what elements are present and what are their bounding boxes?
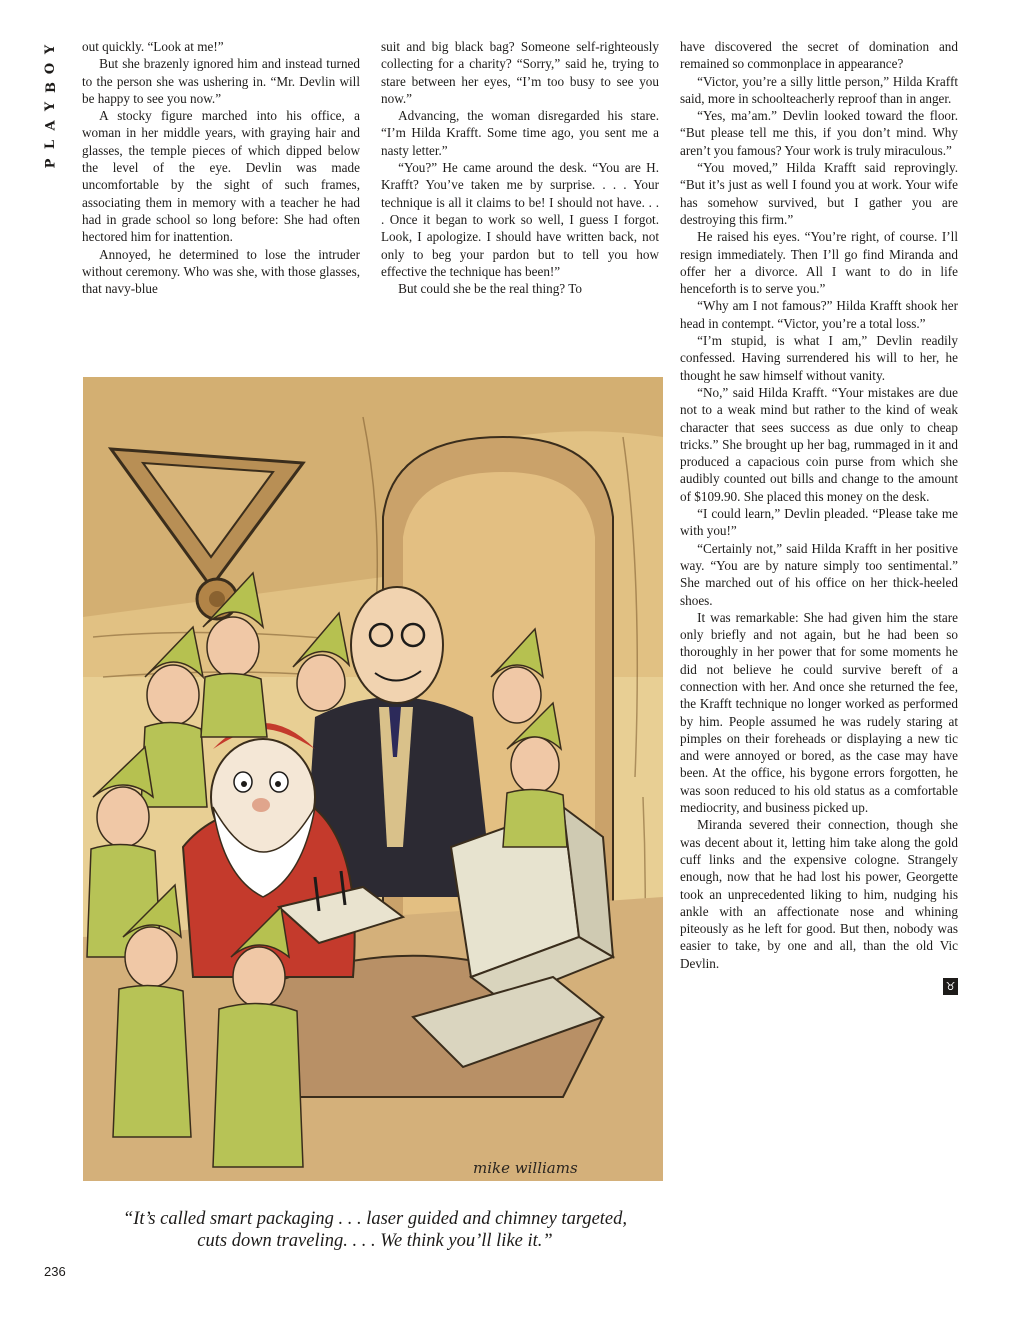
paragraph: “You?” He came around the desk. “You are H. Krafft? You’ve taken me by surprise. . . . Your technique is all it claims to be! I should not have. . . . Once it began to work so well, I guess I forgot. Look, I apologize. I should have written back, not only to beg your pardon but to tell you how effective the technique has been!” xyxy=(381,160,659,279)
masthead-letter: Y xyxy=(43,101,59,112)
text-column-3 xyxy=(680,38,958,995)
masthead-letter: Y xyxy=(43,44,59,55)
paragraph: Advancing, the woman disregarded his stare. “I’m Hilda Krafft. Some time ago, you sent me a nasty letter.” xyxy=(381,108,659,158)
cartoon-caption: “It’s called smart packaging . . . laser guided and chimney targeted, cuts down traveling. . . . We think you’ll like it.” xyxy=(122,1209,628,1251)
masthead-letter: O xyxy=(43,62,59,75)
paragraph: “You moved,” Hilda Krafft said reprovingly. “But it’s just as well I found you at work. Your wife has somehow survived, but I gather you are destroying this firm.” xyxy=(680,160,958,227)
text-column-1 xyxy=(82,38,360,297)
paragraph: “I’m stupid, is what I am,” Devlin readily confessed. Having surrendered his will to her, he thought he saw himself without vanity. xyxy=(680,333,958,383)
paragraph: “No,” said Hilda Krafft. “Your mistakes are due not to a weak mind but rather to the kind of weak character that sees success as due only to cheap tricks.” She brought up her bag, rummaged in it and produced a capacious coin purse from which she audibly counted out bills and change to the amount of $109.90. She placed this money on the desk. xyxy=(680,384,958,504)
masthead xyxy=(40,40,62,173)
paragraph: Annoyed, he determined to lose the intruder without ceremony. Who was she, with those glasses, that navy-blue xyxy=(82,246,360,297)
masthead-letter: L xyxy=(43,139,59,150)
paragraph: “Certainly not,” said Hilda Krafft in her positive way. “You are by nature simply too sentimental.” She marched out of his office on her thick-heeled shoes. xyxy=(680,540,958,608)
paragraph: But could she be the real thing? To xyxy=(398,281,582,297)
paragraph: A stocky figure marched into his office, a woman in her middle years, with graying hair and glasses, the temple pieces of which dipped below the level of the eye. Devlin was made uncomfortable by the sight of such frames, associating them in memory with a teacher he had had in grade school so long before: She had often hectored him for inattention. xyxy=(82,108,360,245)
text-column-2 xyxy=(381,38,659,297)
cartoon-illustration xyxy=(83,377,663,1181)
paragraph: suit and big black bag? Someone self-righteously collecting for a charity? “Sorry,” said he, trying to stare between her eyes, “I’m too busy to see you now.” xyxy=(381,39,659,106)
paragraph: “Why am I not famous?” Hilda Krafft shook her head in contempt. “Victor, you’re a total loss.” xyxy=(680,298,958,331)
paragraph: Miranda severed their connection, though she was decent about it, letting him take along the gold cuff links and the expensive cologne. Strangely enough, now that he had lost his power, Georgette took an unprecedented liking to him, nudging his ankle with an affectionate nose and whining piteously as he left for good. But then, nobody was easier to take, by one and all, than the old Vic Devlin. xyxy=(680,817,958,971)
paragraph: “Victor, you’re a silly little person,” Hilda Krafft said, more in schoolteacherly reproof than in anger. xyxy=(680,73,958,106)
masthead-letter: A xyxy=(43,120,59,131)
end-mark-line xyxy=(680,976,958,994)
masthead-letter: B xyxy=(43,82,59,93)
paragraph: have discovered the secret of domination and remained so commonplace in appearance? xyxy=(680,39,958,72)
artist-signature: mike williams xyxy=(473,1159,578,1177)
end-mark-icon: ♉ xyxy=(943,978,958,995)
paragraph: But she brazenly ignored him and instead turned to the person she was ushering in. “Mr. Devlin will be happy to see you now.” xyxy=(82,56,360,106)
paragraph: It was remarkable: She had given him the stare only briefly and not again, but he had been so thoroughly in her power that for some moments he did not believe he could survive bereft of a connection with her. And once she returned the fee, the Krafft technique no longer worked as performed by him. People assumed he was rudely staring at pimples on their foreheads or displaying a new tic and were annoyed or bored, as the case may have been. At the office, his bygone errors forgotten, he was soon reduced to his old status as a comfortable mediocrity, and business picked up. xyxy=(680,609,958,816)
paragraph: He raised his eyes. “You’re right, of course. I’ll resign immediately. Then I’ll go find Miranda and offer her a divorce. All I want to do in life henceforth is to serve you.” xyxy=(680,229,958,297)
paragraph: “I could learn,” Devlin pleaded. “Please take me with you!” xyxy=(680,506,958,539)
page-number: 236 xyxy=(44,1264,66,1279)
paragraph: “Yes, ma’am.” Devlin looked toward the floor. “But please tell me this, if you don’t mind. Why aren’t you famous? Your work is truly miraculous.” xyxy=(680,108,958,158)
paragraph: out quickly. “Look at me!” xyxy=(82,39,224,54)
masthead-letter: P xyxy=(43,158,59,169)
